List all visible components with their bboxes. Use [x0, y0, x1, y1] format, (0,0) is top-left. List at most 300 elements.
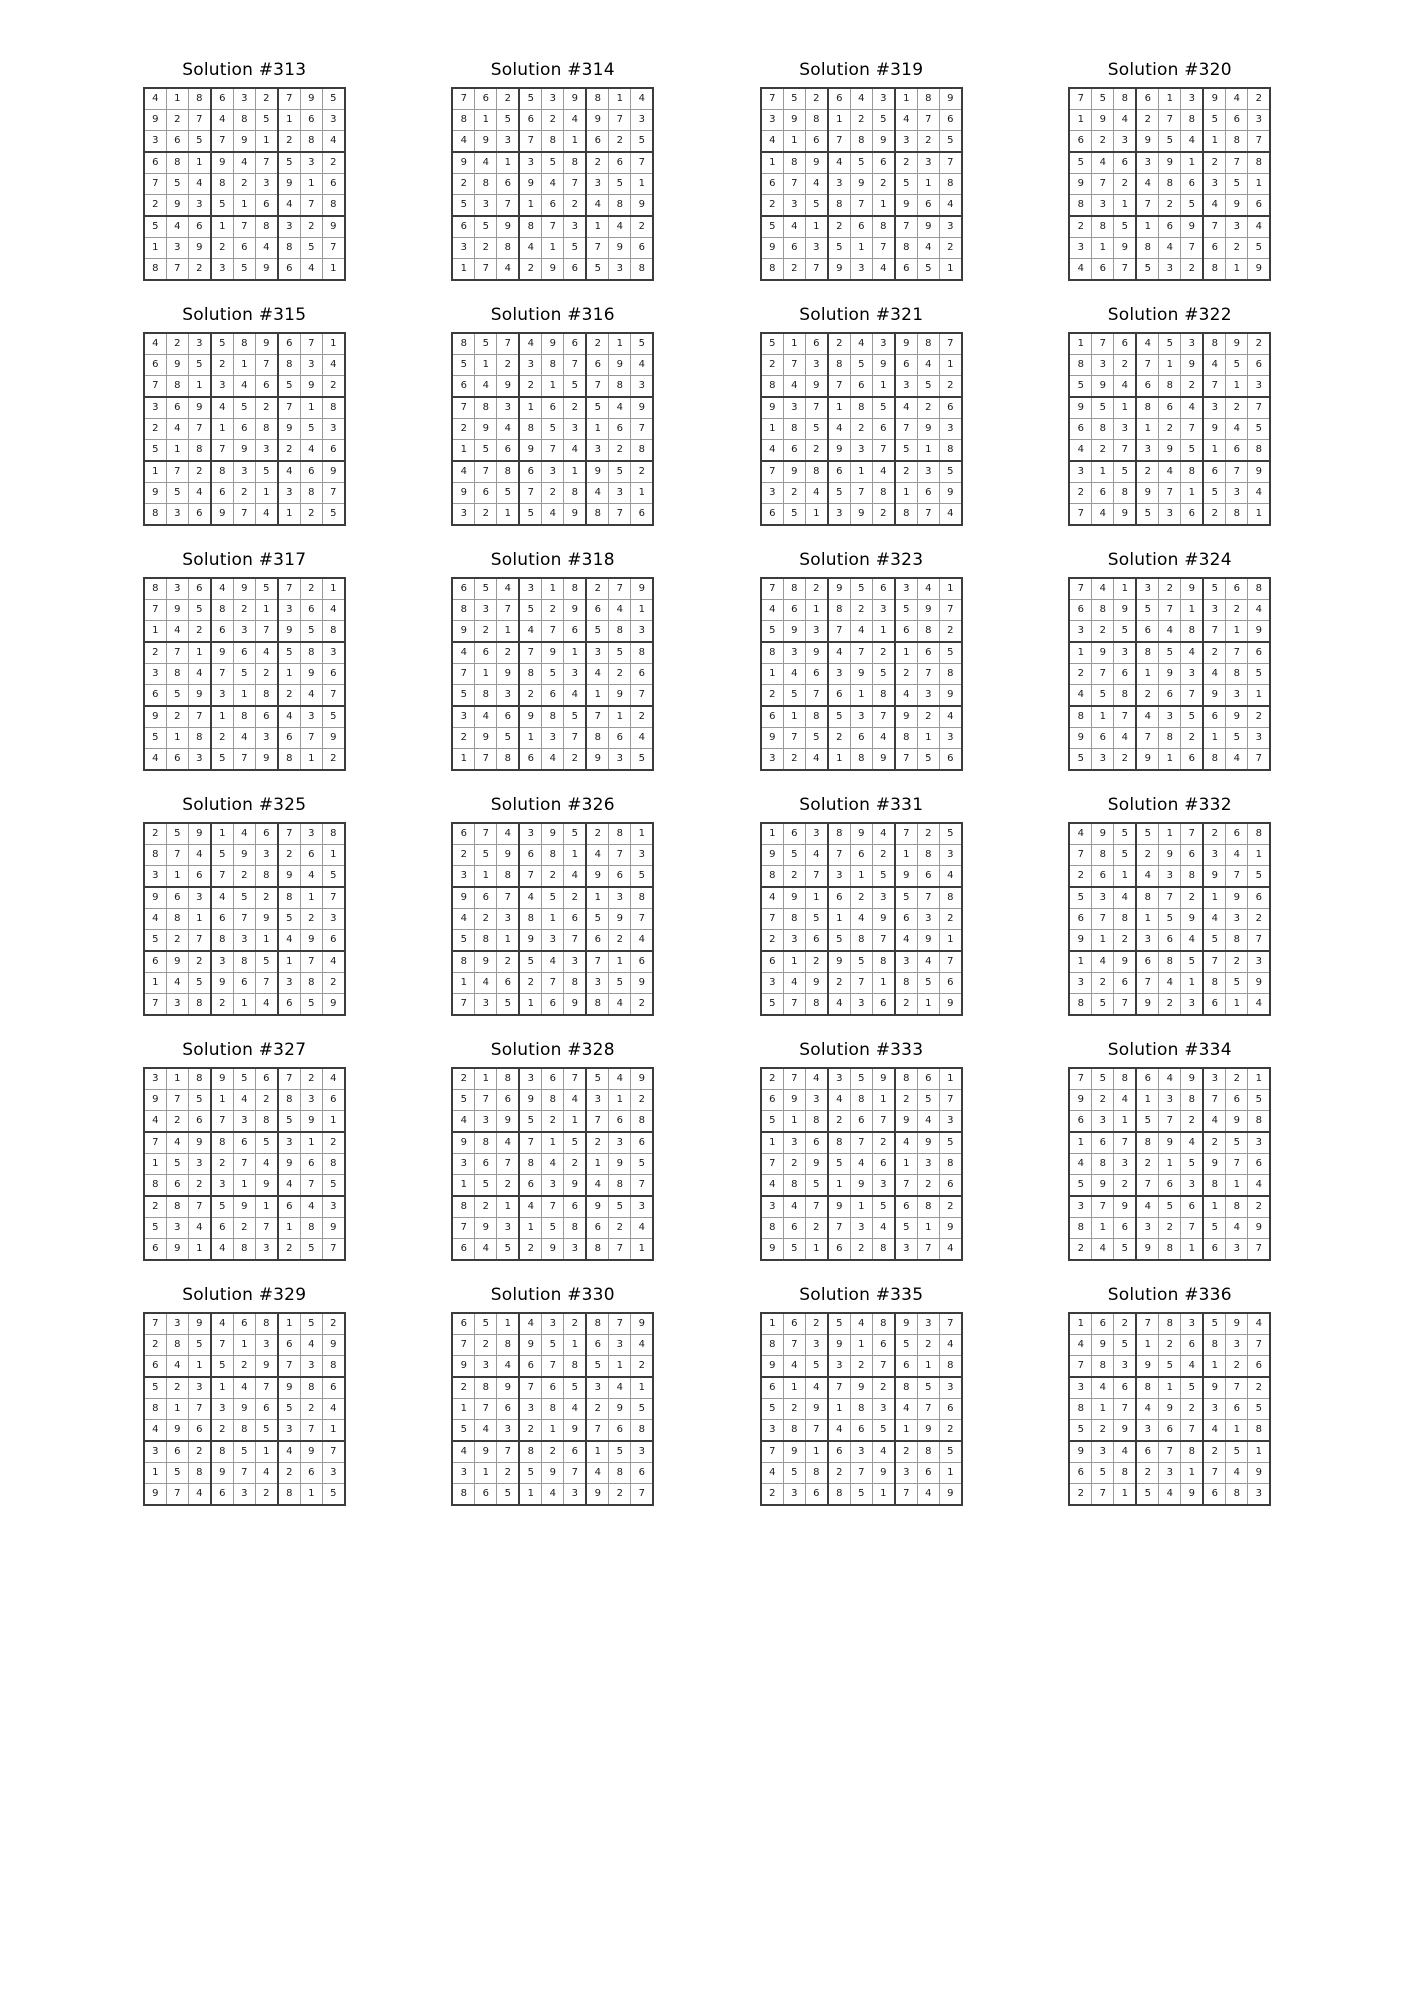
sudoku-cell: 3 — [278, 216, 301, 238]
sudoku-cell: 5 — [631, 131, 654, 153]
sudoku-cell: 9 — [1226, 195, 1248, 217]
sudoku-cell: 4 — [631, 355, 654, 376]
sudoku-cell: 8 — [188, 1463, 211, 1484]
sudoku-cell: 4 — [1159, 461, 1181, 483]
sudoku-cell: 7 — [564, 930, 587, 952]
sudoku-cell: 8 — [1092, 845, 1114, 866]
sudoku-cell: 6 — [519, 1175, 542, 1197]
sudoku-cell: 3 — [1114, 1356, 1137, 1378]
sudoku-cell: 4 — [872, 1441, 895, 1463]
sudoku-cell: 8 — [166, 376, 188, 398]
sudoku-cell: 6 — [1136, 1068, 1159, 1090]
sudoku-cell: 7 — [1203, 376, 1226, 398]
sudoku-cell: 5 — [939, 1441, 962, 1463]
sudoku-cell: 5 — [805, 909, 828, 930]
sudoku-cell: 7 — [1092, 1196, 1114, 1218]
sudoku-cell: 7 — [805, 1196, 828, 1218]
sudoku-cell: 9 — [631, 1068, 654, 1090]
sudoku-cell: 1 — [564, 461, 587, 483]
sudoku-cell: 2 — [1069, 483, 1092, 504]
sudoku-cell: 3 — [1136, 1218, 1159, 1239]
sudoku-cell: 9 — [1136, 749, 1159, 771]
sudoku-cell: 7 — [278, 823, 301, 845]
sudoku-cell: 1 — [850, 685, 872, 707]
sudoku-cell: 4 — [586, 664, 609, 685]
sudoku-cell: 9 — [1092, 1335, 1114, 1356]
sudoku-cell: 7 — [211, 1335, 234, 1356]
sudoku-cell: 9 — [895, 706, 918, 728]
sudoku-cell: 1 — [452, 440, 475, 462]
sudoku-cell: 9 — [144, 887, 167, 909]
sudoku-cell: 1 — [1136, 216, 1159, 238]
sudoku-cell: 3 — [542, 728, 564, 749]
sudoku-cell: 1 — [1181, 1239, 1204, 1261]
sudoku-cell: 1 — [255, 483, 278, 504]
sudoku-cell: 4 — [188, 664, 211, 685]
sudoku-cell: 7 — [805, 259, 828, 281]
sudoku-row — [452, 1111, 653, 1133]
sudoku-cell: 5 — [542, 419, 564, 440]
sudoku-cell: 8 — [939, 440, 962, 462]
sudoku-cell: 3 — [166, 1218, 188, 1239]
sudoku-cell: 9 — [872, 355, 895, 376]
sudoku-cell: 9 — [1181, 216, 1204, 238]
sudoku-cell: 4 — [1181, 1356, 1204, 1378]
sudoku-cell: 8 — [497, 238, 520, 259]
sudoku-cell: 1 — [542, 1420, 564, 1442]
sudoku-cell: 5 — [1248, 238, 1271, 259]
sudoku-cell: 7 — [144, 174, 167, 195]
sudoku-cell: 1 — [188, 1239, 211, 1261]
sudoku-cell: 7 — [255, 152, 278, 174]
sudoku-cell: 7 — [1248, 930, 1271, 952]
sudoku-cell: 1 — [211, 823, 234, 845]
sudoku-cell: 4 — [850, 1313, 872, 1335]
sudoku-cell: 1 — [631, 483, 654, 504]
sudoku-cell: 5 — [895, 887, 918, 909]
sudoku-cell: 3 — [564, 951, 587, 973]
sudoku-cell: 1 — [783, 333, 805, 355]
sudoku-cell: 9 — [166, 600, 188, 621]
sudoku-cell: 6 — [255, 706, 278, 728]
sudoku-cell: 6 — [631, 238, 654, 259]
sudoku-cell: 8 — [144, 578, 167, 600]
sudoku-cell: 3 — [233, 1111, 255, 1133]
sudoku-row — [144, 1175, 345, 1197]
sudoku-cell: 1 — [1092, 1218, 1114, 1239]
sudoku-cell: 4 — [188, 483, 211, 504]
sudoku-cell: 8 — [255, 1111, 278, 1133]
sudoku-cell: 5 — [564, 823, 587, 845]
sudoku-cell: 1 — [278, 504, 301, 526]
sudoku-cell: 5 — [564, 376, 587, 398]
sudoku-cell: 6 — [828, 88, 851, 110]
sudoku-cell: 4 — [1181, 930, 1204, 952]
sudoku-cell: 5 — [211, 749, 234, 771]
sudoku-cell: 3 — [452, 1154, 475, 1175]
sudoku-cell: 2 — [1248, 1377, 1271, 1399]
sudoku-cell: 3 — [1159, 706, 1181, 728]
sudoku-row — [144, 600, 345, 621]
sudoku-row — [1069, 152, 1270, 174]
solution-title: Solution #315 — [182, 305, 307, 325]
sudoku-cell: 1 — [542, 238, 564, 259]
sudoku-cell: 3 — [895, 951, 918, 973]
sudoku-cell: 2 — [144, 1335, 167, 1356]
sudoku-cell: 3 — [828, 664, 851, 685]
sudoku-cell: 2 — [166, 930, 188, 952]
sudoku-cell: 7 — [519, 642, 542, 664]
sudoku-cell: 2 — [1136, 461, 1159, 483]
sudoku-cell: 8 — [211, 1441, 234, 1463]
sudoku-row — [1069, 1090, 1270, 1111]
sudoku-cell: 8 — [850, 749, 872, 771]
sudoku-row — [452, 1154, 653, 1175]
sudoku-row — [1069, 174, 1270, 195]
sudoku-cell: 9 — [1092, 1175, 1114, 1197]
sudoku-cell: 2 — [233, 1218, 255, 1239]
sudoku-cell: 2 — [1203, 152, 1226, 174]
sudoku-cell: 6 — [497, 706, 520, 728]
sudoku-cell: 1 — [166, 440, 188, 462]
sudoku-cell: 7 — [475, 749, 497, 771]
sudoku-cell: 9 — [917, 930, 939, 952]
sudoku-cell: 9 — [761, 728, 784, 749]
sudoku-cell: 7 — [1069, 1068, 1092, 1090]
sudoku-cell: 2 — [805, 88, 828, 110]
sudoku-cell: 1 — [850, 1335, 872, 1356]
sudoku-cell: 9 — [1203, 419, 1226, 440]
sudoku-cell: 5 — [805, 419, 828, 440]
sudoku-cell: 7 — [1181, 1420, 1204, 1442]
sudoku-cell: 6 — [452, 376, 475, 398]
sudoku-cell: 8 — [233, 1420, 255, 1442]
sudoku-cell: 1 — [1092, 461, 1114, 483]
sudoku-cell: 6 — [1159, 1420, 1181, 1442]
sudoku-cell: 9 — [850, 1377, 872, 1399]
sudoku-cell: 4 — [1159, 238, 1181, 259]
sudoku-cell: 9 — [1203, 1154, 1226, 1175]
sudoku-cell: 5 — [278, 376, 301, 398]
sudoku-row — [761, 216, 962, 238]
sudoku-cell: 5 — [278, 909, 301, 930]
sudoku-cell: 6 — [322, 664, 345, 685]
sudoku-cell: 4 — [783, 1196, 805, 1218]
sudoku-cell: 1 — [166, 1399, 188, 1420]
sudoku-cell: 8 — [255, 1313, 278, 1335]
sudoku-cell: 6 — [166, 887, 188, 909]
sudoku-row — [761, 1132, 962, 1154]
sudoku-cell: 6 — [542, 195, 564, 217]
sudoku-cell: 4 — [475, 706, 497, 728]
sudoku-cell: 8 — [761, 1335, 784, 1356]
sudoku-cell: 2 — [542, 110, 564, 131]
sudoku-cell: 5 — [1069, 749, 1092, 771]
sudoku-cell: 3 — [1092, 355, 1114, 376]
sudoku-cell: 5 — [1092, 1068, 1114, 1090]
sudoku-cell: 7 — [1136, 728, 1159, 749]
solution-block — [1045, 60, 1295, 281]
sudoku-cell: 5 — [828, 238, 851, 259]
sudoku-row — [1069, 419, 1270, 440]
sudoku-cell: 8 — [917, 621, 939, 643]
sudoku-cell: 1 — [1136, 1335, 1159, 1356]
sudoku-cell: 1 — [783, 131, 805, 153]
sudoku-cell: 1 — [188, 1356, 211, 1378]
sudoku-cell: 8 — [211, 461, 234, 483]
sudoku-cell: 1 — [475, 1463, 497, 1484]
sudoku-cell: 9 — [519, 930, 542, 952]
sudoku-cell: 9 — [475, 1218, 497, 1239]
sudoku-cell: 5 — [895, 440, 918, 462]
sudoku-cell: 5 — [1114, 823, 1137, 845]
sudoku-cell: 3 — [278, 973, 301, 994]
sudoku-cell: 8 — [255, 866, 278, 888]
sudoku-cell: 7 — [609, 504, 631, 526]
sudoku-cell: 3 — [586, 1090, 609, 1111]
sudoku-cell: 6 — [144, 1239, 167, 1261]
sudoku-cell: 1 — [1136, 909, 1159, 930]
sudoku-cell: 6 — [850, 845, 872, 866]
sudoku-cell: 2 — [939, 621, 962, 643]
sudoku-cell: 4 — [761, 600, 784, 621]
sudoku-cell: 7 — [586, 951, 609, 973]
sudoku-cell: 7 — [278, 1356, 301, 1378]
sudoku-cell: 5 — [1069, 1175, 1092, 1197]
sudoku-cell: 5 — [300, 1313, 322, 1335]
sudoku-cell: 1 — [609, 951, 631, 973]
sudoku-cell: 3 — [233, 930, 255, 952]
sudoku-cell: 1 — [519, 397, 542, 419]
sudoku-row — [761, 259, 962, 281]
sudoku-cell: 5 — [475, 845, 497, 866]
sudoku-cell: 6 — [609, 1420, 631, 1442]
sudoku-cell: 1 — [1069, 642, 1092, 664]
sudoku-cell: 8 — [609, 195, 631, 217]
sudoku-cell: 1 — [452, 749, 475, 771]
sudoku-row — [144, 1111, 345, 1133]
sudoku-cell: 2 — [783, 866, 805, 888]
sudoku-cell: 6 — [166, 1441, 188, 1463]
sudoku-cell: 5 — [1136, 259, 1159, 281]
sudoku-cell: 7 — [452, 397, 475, 419]
sudoku-cell: 8 — [1248, 152, 1271, 174]
sudoku-cell: 1 — [519, 1218, 542, 1239]
sudoku-cell: 5 — [609, 461, 631, 483]
sudoku-cell: 8 — [166, 1196, 188, 1218]
sudoku-row — [761, 600, 962, 621]
sudoku-cell: 8 — [895, 1377, 918, 1399]
sudoku-cell: 7 — [586, 376, 609, 398]
sudoku-cell: 2 — [475, 1335, 497, 1356]
sudoku-row — [144, 909, 345, 930]
sudoku-cell: 4 — [828, 642, 851, 664]
sudoku-cell: 9 — [452, 483, 475, 504]
solution-block — [119, 1040, 369, 1261]
sudoku-cell: 2 — [1136, 110, 1159, 131]
sudoku-cell: 4 — [1114, 376, 1137, 398]
sudoku-cell: 6 — [497, 440, 520, 462]
sudoku-cell: 1 — [1226, 1420, 1248, 1442]
sudoku-cell: 7 — [166, 845, 188, 866]
sudoku-cell: 9 — [519, 1090, 542, 1111]
sudoku-row — [452, 600, 653, 621]
sudoku-cell: 3 — [1092, 195, 1114, 217]
sudoku-cell: 4 — [939, 1239, 962, 1261]
sudoku-cell: 9 — [188, 1132, 211, 1154]
sudoku-cell: 3 — [188, 1377, 211, 1399]
sudoku-cell: 7 — [872, 706, 895, 728]
sudoku-cell: 8 — [1203, 1175, 1226, 1197]
sudoku-cell: 3 — [850, 994, 872, 1016]
sudoku-cell: 9 — [1159, 845, 1181, 866]
sudoku-cell: 2 — [828, 973, 851, 994]
sudoku-cell: 8 — [609, 1463, 631, 1484]
sudoku-cell: 8 — [1203, 973, 1226, 994]
sudoku-cell: 3 — [188, 195, 211, 217]
sudoku-cell: 6 — [564, 621, 587, 643]
sudoku-cell: 9 — [1136, 483, 1159, 504]
sudoku-cell: 9 — [1069, 728, 1092, 749]
sudoku-cell: 3 — [939, 1111, 962, 1133]
sudoku-cell: 6 — [609, 866, 631, 888]
sudoku-cell: 4 — [188, 845, 211, 866]
solution-block — [119, 1285, 369, 1506]
sudoku-cell: 5 — [475, 333, 497, 355]
sudoku-cell: 6 — [452, 578, 475, 600]
sudoku-cell: 9 — [233, 578, 255, 600]
sudoku-cell: 7 — [828, 1218, 851, 1239]
sudoku-row — [452, 1313, 653, 1335]
sudoku-cell: 9 — [586, 461, 609, 483]
sudoku-cell: 9 — [917, 1132, 939, 1154]
sudoku-cell: 4 — [609, 600, 631, 621]
sudoku-row — [761, 131, 962, 153]
sudoku-cell: 1 — [939, 1463, 962, 1484]
sudoku-cell: 4 — [783, 664, 805, 685]
sudoku-cell: 1 — [564, 1111, 587, 1133]
sudoku-cell: 4 — [564, 1399, 587, 1420]
sudoku-cell: 5 — [761, 994, 784, 1016]
sudoku-cell: 4 — [255, 1463, 278, 1484]
sudoku-cell: 9 — [211, 152, 234, 174]
sudoku-cell: 2 — [188, 621, 211, 643]
sudoku-cell: 9 — [828, 1335, 851, 1356]
sudoku-cell: 3 — [144, 397, 167, 419]
sudoku-cell: 8 — [166, 1335, 188, 1356]
sudoku-cell: 7 — [1114, 259, 1137, 281]
sudoku-cell: 3 — [211, 1399, 234, 1420]
sudoku-row — [144, 994, 345, 1016]
sudoku-cell: 8 — [783, 909, 805, 930]
sudoku-cell: 1 — [1203, 131, 1226, 153]
sudoku-cell: 8 — [1092, 419, 1114, 440]
sudoku-cell: 2 — [783, 259, 805, 281]
sudoku-cell: 8 — [917, 1196, 939, 1218]
sudoku-cell: 5 — [519, 504, 542, 526]
sudoku-cell: 5 — [452, 355, 475, 376]
sudoku-cell: 3 — [805, 621, 828, 643]
sudoku-cell: 7 — [278, 88, 301, 110]
sudoku-row — [761, 110, 962, 131]
sudoku-cell: 4 — [542, 749, 564, 771]
sudoku-cell: 1 — [255, 1196, 278, 1218]
sudoku-cell: 9 — [1136, 131, 1159, 153]
sudoku-cell: 3 — [895, 1239, 918, 1261]
sudoku-cell: 8 — [564, 578, 587, 600]
sudoku-cell: 7 — [805, 397, 828, 419]
sudoku-cell: 4 — [300, 259, 322, 281]
sudoku-cell: 8 — [805, 1111, 828, 1133]
sudoku-cell: 6 — [895, 621, 918, 643]
sudoku-cell: 7 — [475, 1399, 497, 1420]
sudoku-row — [1069, 461, 1270, 483]
sudoku-cell: 5 — [519, 600, 542, 621]
sudoku-cell: 5 — [322, 504, 345, 526]
sudoku-cell: 3 — [783, 1132, 805, 1154]
sudoku-cell: 9 — [1092, 110, 1114, 131]
sudoku-cell: 9 — [1203, 88, 1226, 110]
sudoku-cell: 7 — [300, 728, 322, 749]
sudoku-cell: 9 — [850, 174, 872, 195]
sudoku-cell: 3 — [1248, 376, 1271, 398]
sudoku-cell: 5 — [233, 887, 255, 909]
sudoku-cell: 2 — [211, 1420, 234, 1442]
sudoku-cell: 6 — [939, 973, 962, 994]
sudoku-cell: 5 — [939, 642, 962, 664]
sudoku-cell: 6 — [564, 259, 587, 281]
sudoku-cell: 3 — [300, 355, 322, 376]
solution-block — [736, 305, 986, 526]
sudoku-cell: 1 — [1114, 578, 1137, 600]
sudoku-cell: 3 — [542, 930, 564, 952]
sudoku-cell: 9 — [939, 483, 962, 504]
sudoku-row — [144, 152, 345, 174]
sudoku-cell: 1 — [1181, 600, 1204, 621]
sudoku-cell: 1 — [1248, 504, 1271, 526]
sudoku-cell: 9 — [564, 1420, 587, 1442]
sudoku-cell: 6 — [1159, 685, 1181, 707]
sudoku-cell: 2 — [917, 1175, 939, 1197]
sudoku-cell: 5 — [805, 1175, 828, 1197]
sudoku-cell: 5 — [300, 994, 322, 1016]
sudoku-cell: 6 — [542, 1377, 564, 1399]
sudoku-cell: 8 — [542, 1090, 564, 1111]
sudoku-row — [1069, 823, 1270, 845]
sudoku-cell: 1 — [1248, 685, 1271, 707]
sudoku-cell: 2 — [939, 238, 962, 259]
sudoku-grid — [451, 87, 654, 281]
sudoku-row — [144, 238, 345, 259]
sudoku-cell: 4 — [1226, 1463, 1248, 1484]
sudoku-cell: 1 — [1203, 1196, 1226, 1218]
sudoku-cell: 2 — [872, 174, 895, 195]
sudoku-cell: 7 — [1248, 749, 1271, 771]
sudoku-cell: 9 — [895, 1313, 918, 1335]
sudoku-cell: 4 — [233, 823, 255, 845]
sudoku-cell: 7 — [1226, 866, 1248, 888]
sudoku-cell: 4 — [166, 216, 188, 238]
sudoku-cell: 2 — [452, 728, 475, 749]
sudoku-cell: 2 — [586, 1399, 609, 1420]
solution-block — [119, 305, 369, 526]
sudoku-cell: 5 — [278, 1111, 301, 1133]
sudoku-cell: 1 — [564, 845, 587, 866]
sudoku-cell: 7 — [1069, 504, 1092, 526]
sudoku-grid — [143, 332, 346, 526]
sudoku-cell: 8 — [631, 440, 654, 462]
sudoku-cell: 9 — [255, 333, 278, 355]
